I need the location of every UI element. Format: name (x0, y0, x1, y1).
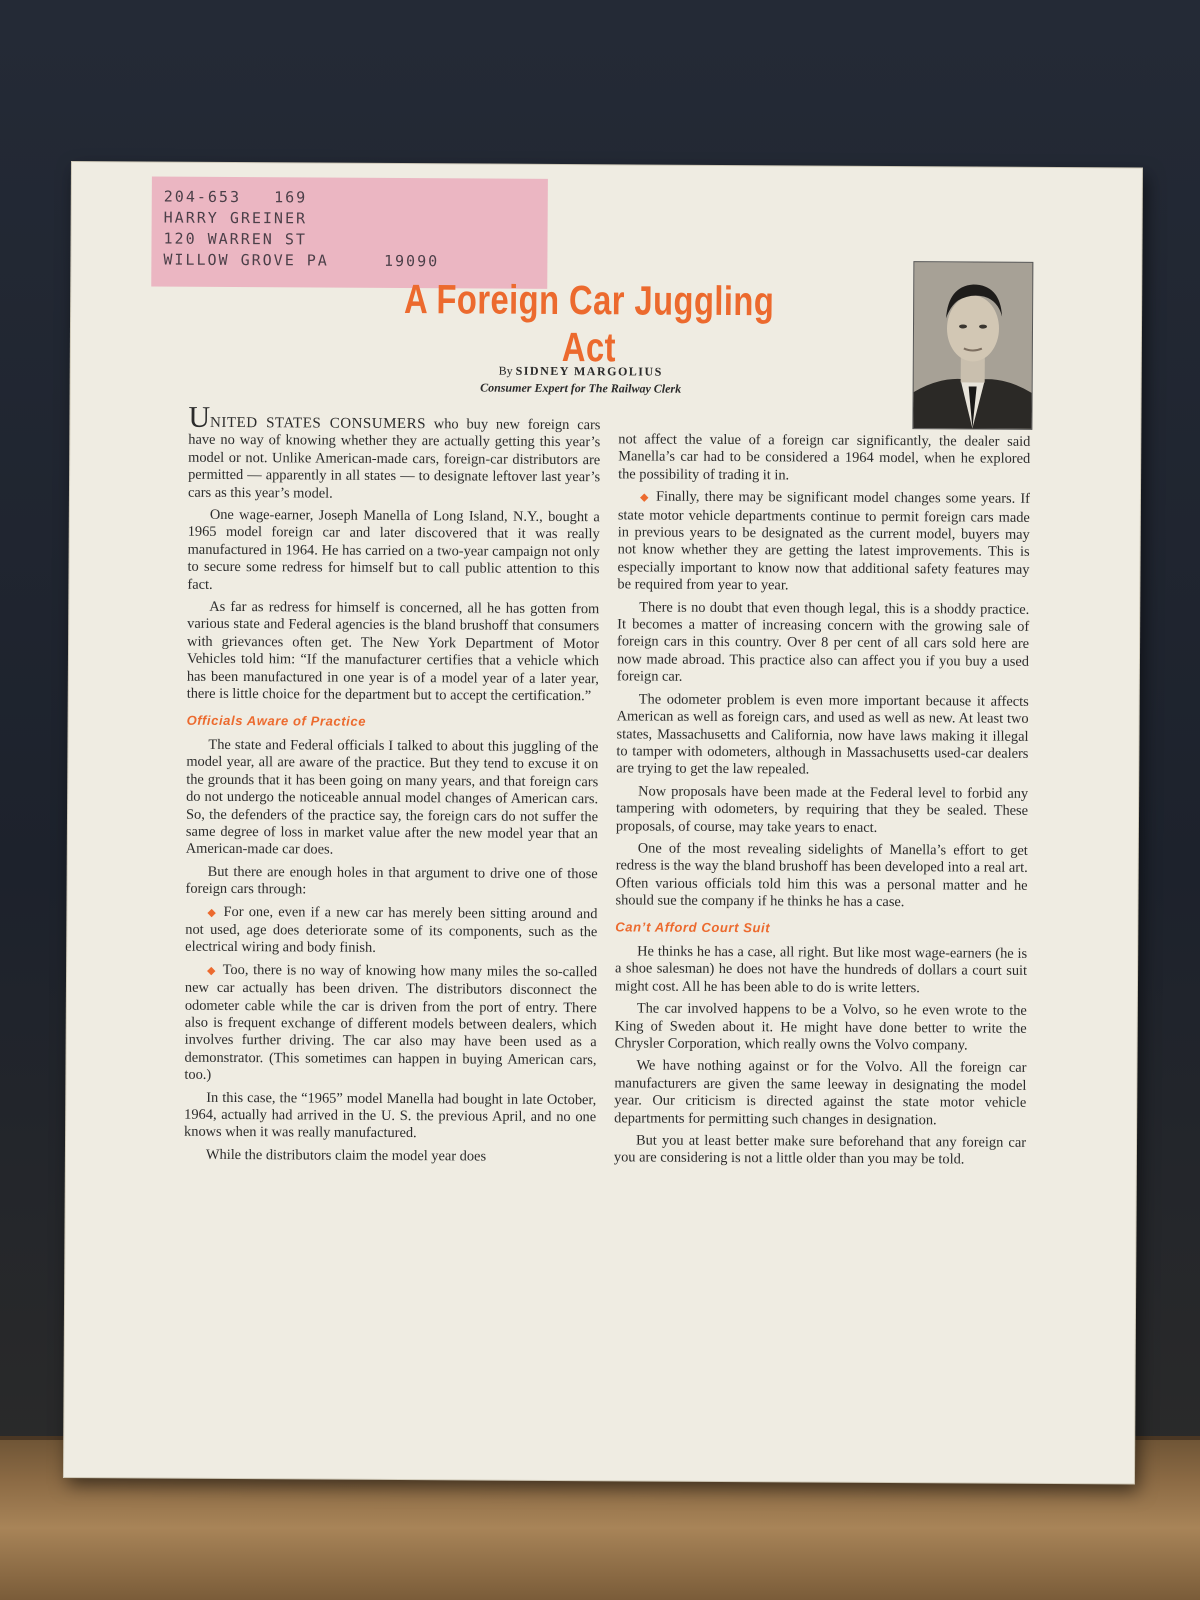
bullet-paragraph (185, 903, 597, 959)
paragraph: As far as redress for himself is concerned, all he has gotten from various state and Federal agencies is the bland brushoff that consumers with grievances often get. The New York Department of Motor Vehicles told him: “If the manufacturer certifies that a vehicle which has been manufactured in one year is of a model year of a later year, there is little choice for the department but to accept the certification.” (186, 598, 600, 705)
paragraph (187, 400, 601, 505)
address-line: 120 WARREN ST (163, 229, 307, 249)
paragraph-text: who buy new foreign cars have no way of knowing whether they are actually getting this year’s model or not. Unlike American-made cars, foreign-car distributors are permitted — apparently in all states — to designate leftover last year’s cars as this year’s model. (187, 416, 601, 502)
bullet-paragraph (617, 489, 1030, 597)
article-column-right (614, 431, 1031, 1174)
paragraph: In this case, the “1965” model Manella had bought in late October, 1964, actually had arrived in the U. S. the previous April, and no one knows when it was really manufactured. (184, 1089, 597, 1142)
author-name: SIDNEY MARGOLIUS (515, 363, 663, 379)
address-line: HARRY GREINER (163, 208, 308, 228)
section-heading: Officials Aware of Practice (186, 712, 367, 729)
paragraph: But you at least better make sure beforehand that any foreign car you are considering is not a little older than you may be told. (613, 1132, 1027, 1168)
paragraph: The odometer problem is even more important because it affects American as well as foreign cars, and used as well as new. At least two states, Massachusetts and California, now have laws making it illegal to tamper with odometers, although in Massachusetts used-car dealers are trying to get the law repealed. (616, 691, 1029, 778)
address-label (151, 176, 548, 288)
magazine-page (64, 162, 1142, 1484)
paragraph: The state and Federal officials I talked to about this juggling of the model year, all are aware of the practice. But they tend to excuse it on the grounds that it has been going on many years, and that foreign cars do not undergo the noticeable annual model changes of American cars. So, the defenders of the practice say, the foreign cars do not suffer the same degree of loss in market value after the new model year that an American-made car does. (185, 736, 599, 858)
paragraph: While the distributors claim the model year does (205, 1146, 487, 1165)
author-role: Consumer Expert for The Railway Clerk (480, 380, 682, 396)
paragraph: There is no doubt that even though legal, this is a shoddy practice. It becomes a matter of increasing concern with the growing sale of foreign cars in this country. Over 8 per cent of all cars sold here are now made abroad. This practice also can affect you if you buy a used foreign car. (616, 599, 1030, 686)
portrait-image (913, 262, 1032, 429)
paragraph: One of the most revealing sidelights of Manella’s effort to get redress is the way the bland brushoff has been developed into a real art. Often various officials told him this was a personal matter and he should sue the company if he thinks he has a case. (615, 840, 1028, 911)
bullet-paragraph (184, 961, 597, 1086)
paragraph-text: For one, even if a new car has merely been sitting around and not used, age does deteriorate some of its components, such as the electrical wiring and body finish. (185, 903, 598, 957)
paragraph: One wage-earner, Joseph Manella of Long Island, N.Y., bought a 1965 model foreign car and later discovered that it was really manufactured in 1964. He has carried on a two-year campaign not only to secure some redress for himself but to call public attention to this fact. (187, 506, 600, 593)
address-line: 204-653 169 (163, 187, 308, 207)
paragraph: Now proposals have been made at the Federal level to forbid any tampering with odometers, by requiring that they be sealed. These proposals, of course, may take years to enact. (615, 783, 1029, 836)
lead-caps: NITED STATES CONSUMERS (210, 414, 427, 433)
author-portrait (912, 261, 1033, 430)
diamond-bullet-icon: ◆ (207, 964, 217, 977)
paragraph: He thinks he has a case, all right. But like most wage-earners (he is a shoe salesman) he does not have the hundreds of dollars a court suit might cost. All he has been able to do is write letters. (614, 943, 1028, 996)
diamond-bullet-icon: ◆ (207, 906, 218, 919)
drop-cap: U (188, 400, 211, 434)
paragraph: not affect the value of a foreign car significantly, the dealer said Manella’s car had to be considered a 1964 model, when he explored the possibility of trading it in. (618, 431, 1031, 484)
article-column-left (184, 400, 601, 1172)
paragraph: But there are enough holes in that argument to drive one of those foreign cars through: (185, 863, 598, 898)
address-line: WILLOW GROVE PA 19090 (163, 250, 440, 271)
byline (411, 362, 751, 398)
paragraph-text: Finally, there may be significant model changes some years. If state motor vehicle departments continue to permit foreign cars made in previous years to be designated as the current model, buyers may not know whether they are getting the latest improvements. This is especially important to know now that additional safety features may be required from year to year. (617, 488, 1031, 594)
diamond-bullet-icon: ◆ (639, 491, 651, 504)
article-title: A Foreign Car Juggling Act (403, 276, 775, 371)
paragraph-text: Too, there is no way of knowing how many miles the so-called new car actually has been driven. The distributors disconnect the odometer cable while the car is driven from the port of entry. There also is frequent exchange of different models between dealers, which involves further driving. The car also may have been used as a demonstrator. (This sometimes can happen in buying American cars, too.) (184, 961, 598, 1084)
section-heading: Can’t Afford Court Suit (615, 918, 771, 935)
byline-prefix: By (498, 363, 513, 378)
paragraph: We have nothing against or for the Volvo. All the foreign car manufacturers are given the same leeway in designating the model year. Our criticism is directed against the state motor vehicle departments for permitting such changes in designation. (614, 1057, 1027, 1128)
paragraph: The car involved happens to be a Volvo, so he even wrote to the King of Sweden about it. He might have done better to write the Chrysler Corporation, which really owns the Volvo company. (614, 1000, 1027, 1054)
